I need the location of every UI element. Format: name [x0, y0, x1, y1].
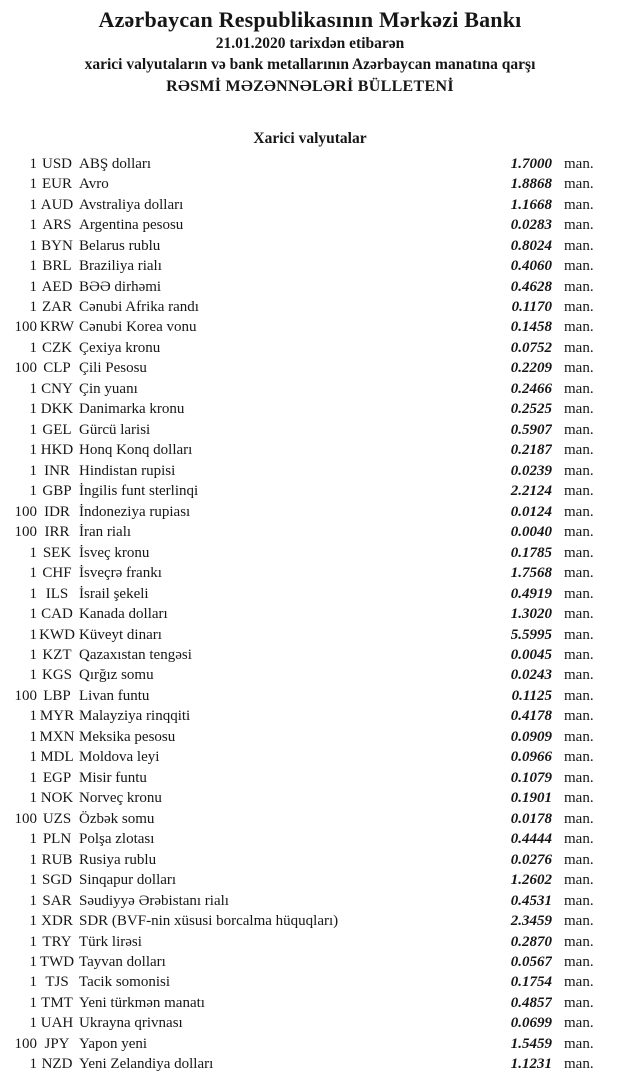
currency-name: Küveyt dinarı: [79, 626, 162, 643]
rate-row: [0, 256, 620, 276]
nominal-value: 1: [29, 299, 37, 316]
nominal-value: 100: [14, 319, 37, 336]
nominal-value: 1: [29, 258, 37, 275]
currency-name: Ukrayna qrivnası: [79, 1015, 183, 1032]
unit-label: man.: [564, 1035, 594, 1052]
unit-label: man.: [564, 892, 594, 909]
currency-name: BƏƏ dirhəmi: [79, 278, 162, 295]
unit-label: man.: [564, 217, 594, 234]
currency-code: BYN: [41, 237, 73, 254]
nominal-value: 1: [29, 339, 37, 356]
unit-label: man.: [564, 339, 594, 356]
unit-label: man.: [564, 299, 594, 316]
nominal-value: 100: [14, 360, 37, 377]
rate-row: [0, 461, 620, 481]
unit-label: man.: [564, 954, 594, 971]
rate-value: 0.0276: [510, 851, 552, 868]
currency-name: İsveç kronu: [79, 544, 150, 561]
currency-code: UAH: [40, 1015, 74, 1032]
currency-name: Polşa zlotası: [79, 831, 155, 848]
currency-name: Argentina pesosu: [79, 217, 184, 234]
unit-label: man.: [564, 401, 594, 418]
currency-code: NZD: [41, 1056, 73, 1073]
rate-value: 2.2124: [510, 483, 552, 500]
currency-code: KZT: [42, 646, 72, 663]
currency-code: TWD: [39, 954, 75, 971]
unit-label: man.: [564, 155, 594, 172]
currency-code: TRY: [42, 933, 72, 950]
rate-row: [0, 584, 620, 604]
rate-row: [0, 543, 620, 563]
currency-name: Misir funtu: [79, 769, 147, 786]
nominal-value: 100: [14, 810, 37, 827]
nominal-value: 100: [14, 524, 37, 541]
currency-code: SEK: [42, 544, 72, 561]
nominal-value: 1: [29, 565, 37, 582]
currency-code: CNY: [41, 380, 73, 397]
nominal-value: 100: [14, 503, 37, 520]
nominal-value: 1: [29, 831, 37, 848]
currency-name: Səudiyyə Ərəbistanı rialı: [79, 892, 229, 909]
nominal-value: 1: [29, 421, 37, 438]
currency-name: SDR (BVF-nin xüsusi borcalma hüquqları): [79, 913, 339, 930]
currency-code: CZK: [42, 339, 72, 356]
unit-label: man.: [564, 360, 594, 377]
unit-label: man.: [564, 258, 594, 275]
rate-value: 0.4857: [510, 994, 552, 1011]
currency-code: KWD: [39, 626, 75, 643]
rate-row: [0, 727, 620, 747]
currency-name: İsrail şekeli: [79, 585, 149, 602]
rate-value: 0.1754: [510, 974, 552, 991]
unit-label: man.: [564, 544, 594, 561]
nominal-value: 1: [29, 769, 37, 786]
nominal-value: 1: [29, 155, 37, 172]
rate-row: [0, 707, 620, 727]
currency-name: İsveçrə frankı: [79, 565, 162, 582]
currency-code: KGS: [41, 667, 72, 684]
nominal-value: 1: [29, 278, 37, 295]
rate-value: 0.1901: [510, 790, 552, 807]
unit-label: man.: [564, 278, 594, 295]
currency-name: Çexiya kronu: [79, 339, 161, 356]
unit-label: man.: [564, 728, 594, 745]
rate-value: 0.0045: [510, 646, 552, 663]
nominal-value: 1: [29, 462, 37, 479]
currency-name: Yeni Zelandiya dolları: [79, 1056, 214, 1073]
rate-row: [0, 1055, 620, 1073]
rate-value: 0.0966: [510, 749, 552, 766]
rate-value: 5.5995: [510, 626, 552, 643]
rate-value: 0.0909: [510, 728, 552, 745]
rate-row: [0, 768, 620, 788]
currency-code: MYR: [39, 708, 75, 725]
rate-row: [0, 911, 620, 931]
currency-name: Tacik somonisi: [79, 974, 171, 991]
nominal-value: 1: [29, 606, 37, 623]
currency-name: Cənubi Korea vonu: [79, 319, 197, 336]
unit-label: man.: [564, 176, 594, 193]
currency-code: EUR: [42, 176, 72, 193]
currency-code: AUD: [40, 196, 74, 213]
currency-name: Avro: [79, 176, 109, 193]
unit-label: man.: [564, 974, 594, 991]
rate-value: 0.2466: [510, 380, 552, 397]
nominal-value: 1: [29, 892, 37, 909]
currency-name: Yapon yeni: [79, 1035, 148, 1052]
currency-code: BRL: [42, 258, 72, 275]
rate-value: 0.0567: [510, 954, 552, 971]
bank-title: Azərbaycan Respublikasının Mərkəzi Bankı: [98, 7, 522, 32]
currency-code: JPY: [44, 1035, 70, 1052]
currency-name: Yeni türkmən manatı: [79, 994, 205, 1011]
currency-name: Braziliya rialı: [79, 258, 162, 275]
currency-code: MXN: [39, 728, 75, 745]
currency-name: Norveç kronu: [79, 790, 162, 807]
rate-row: [0, 318, 620, 338]
rate-row: [0, 502, 620, 522]
currency-name: Honq Konq dolları: [79, 442, 193, 459]
nominal-value: 1: [29, 1056, 37, 1073]
nominal-value: 1: [29, 933, 37, 950]
rate-row: [0, 277, 620, 297]
rate-value: 1.8868: [510, 176, 552, 193]
currency-name: ABŞ dolları: [79, 155, 152, 172]
rate-value: 0.4178: [510, 708, 552, 725]
rate-value: 0.1458: [510, 319, 552, 336]
rate-value: 0.4919: [510, 585, 552, 602]
unit-label: man.: [564, 606, 594, 623]
unit-label: man.: [564, 1056, 594, 1073]
currency-name: Moldova leyi: [79, 749, 160, 766]
rate-value: 0.8024: [510, 237, 552, 254]
rate-row: [0, 666, 620, 686]
unit-label: man.: [564, 421, 594, 438]
rate-row: [0, 809, 620, 829]
currency-code: XDR: [41, 913, 73, 930]
unit-label: man.: [564, 626, 594, 643]
unit-label: man.: [564, 196, 594, 213]
nominal-value: 100: [14, 1035, 37, 1052]
nominal-value: 1: [29, 974, 37, 991]
rate-value: 1.2602: [510, 872, 552, 889]
nominal-value: 1: [29, 790, 37, 807]
unit-label: man.: [564, 319, 594, 336]
rate-row: [0, 379, 620, 399]
currency-name: Cənubi Afrika randı: [79, 299, 199, 316]
rate-row: [0, 952, 620, 972]
unit-label: man.: [564, 565, 594, 582]
rate-row: [0, 297, 620, 317]
rate-row: [0, 748, 620, 768]
rate-row: [0, 1014, 620, 1034]
rate-value: 1.1668: [510, 196, 552, 213]
currency-name: Rusiya rublu: [79, 851, 157, 868]
currency-code: GBP: [42, 483, 72, 500]
currency-code: IRR: [44, 524, 70, 541]
rate-value: 0.0239: [510, 462, 552, 479]
unit-label: man.: [564, 872, 594, 889]
nominal-value: 1: [29, 442, 37, 459]
rate-value: 0.0699: [510, 1015, 552, 1032]
rate-value: 0.2209: [510, 360, 552, 377]
unit-label: man.: [564, 646, 594, 663]
rate-value: 1.7000: [510, 155, 552, 172]
currency-name: Tayvan dolları: [79, 954, 166, 971]
rate-row: [0, 645, 620, 665]
rate-value: 1.7568: [510, 565, 552, 582]
rate-row: [0, 522, 620, 542]
unit-label: man.: [564, 994, 594, 1011]
currency-name: Qazaxıstan tengəsi: [79, 646, 192, 663]
nominal-value: 1: [29, 237, 37, 254]
currency-name: Avstraliya dolları: [79, 196, 184, 213]
rate-row: [0, 420, 620, 440]
currency-code: CHF: [42, 565, 72, 582]
rate-row: [0, 338, 620, 358]
rate-row: [0, 441, 620, 461]
bulletin-header: [0, 6, 620, 98]
unit-label: man.: [564, 810, 594, 827]
rate-value: 0.2870: [510, 933, 552, 950]
currency-name: Malayziya rinqqiti: [79, 708, 191, 725]
currency-name: Kanada dolları: [79, 606, 168, 623]
currency-name: Sinqapur dolları: [79, 872, 177, 889]
rate-value: 0.1170: [511, 299, 552, 316]
rate-row: [0, 174, 620, 194]
rate-value: 2.3459: [510, 913, 552, 930]
effective-date-line: 21.01.2020 tarixdən etibarən: [215, 35, 405, 52]
nominal-value: 1: [29, 544, 37, 561]
rate-row: [0, 1034, 620, 1054]
rate-value: 1.3020: [510, 606, 552, 623]
unit-label: man.: [564, 851, 594, 868]
rate-row: [0, 604, 620, 624]
currency-name: Belarus rublu: [79, 237, 161, 254]
nominal-value: 1: [29, 994, 37, 1011]
rate-value: 0.1785: [510, 544, 552, 561]
currency-code: USD: [41, 155, 72, 172]
currency-code: GEL: [42, 421, 72, 438]
currency-code: RUB: [41, 851, 73, 868]
rate-row: [0, 400, 620, 420]
rate-row: [0, 993, 620, 1013]
rate-row: [0, 891, 620, 911]
nominal-value: 1: [29, 708, 37, 725]
unit-label: man.: [564, 790, 594, 807]
rate-row: [0, 195, 620, 215]
rate-row: [0, 563, 620, 583]
currency-code: HKD: [40, 442, 74, 459]
rates-table: [0, 154, 620, 1073]
rate-value: 0.1079: [510, 769, 552, 786]
nominal-value: 1: [29, 626, 37, 643]
nominal-value: 1: [29, 749, 37, 766]
nominal-value: 1: [29, 646, 37, 663]
rate-value: 0.0752: [510, 339, 552, 356]
currency-name: Meksika pesosu: [79, 728, 176, 745]
currency-code: ZAR: [42, 299, 72, 316]
rate-row: [0, 870, 620, 890]
rate-value: 0.0124: [510, 503, 552, 520]
currency-code: UZS: [42, 810, 72, 827]
rate-row: [0, 215, 620, 235]
nominal-value: 1: [29, 585, 37, 602]
rate-value: 0.2525: [510, 401, 552, 418]
nominal-value: 1: [29, 667, 37, 684]
unit-label: man.: [564, 687, 594, 704]
rate-row: [0, 829, 620, 849]
rate-value: 1.5459: [510, 1035, 552, 1052]
currency-code: CAD: [41, 606, 73, 623]
currency-name: Çin yuanı: [79, 380, 138, 397]
nominal-value: 1: [29, 913, 37, 930]
currency-code: ARS: [42, 217, 72, 234]
rate-value: 0.0040: [510, 524, 552, 541]
rate-row: [0, 154, 620, 174]
rate-row: [0, 236, 620, 256]
currency-name: Gürcü larisi: [79, 421, 151, 438]
subtitle-line: xarici valyutaların və bank metallarının Azərbaycan manatına qarşı: [84, 56, 536, 73]
nominal-value: 1: [29, 217, 37, 234]
unit-label: man.: [564, 503, 594, 520]
currency-name: Özbək somu: [79, 810, 155, 827]
currency-name: Çili Pesosu: [79, 360, 147, 377]
rate-row: [0, 850, 620, 870]
currency-code: ILS: [45, 585, 69, 602]
rate-value: 0.0243: [510, 667, 552, 684]
currency-code: NOK: [40, 790, 74, 807]
unit-label: man.: [564, 749, 594, 766]
unit-label: man.: [564, 462, 594, 479]
rate-value: 0.1125: [511, 687, 552, 704]
rate-row: [0, 359, 620, 379]
unit-label: man.: [564, 769, 594, 786]
currency-name: Qırğız somu: [79, 667, 154, 684]
nominal-value: 1: [29, 872, 37, 889]
currency-code: MDL: [40, 749, 74, 766]
currency-code: KRW: [39, 319, 75, 336]
rate-row: [0, 482, 620, 502]
unit-label: man.: [564, 933, 594, 950]
currency-name: Hindistan rupisi: [79, 462, 176, 479]
currency-code: PLN: [42, 831, 72, 848]
rate-value: 0.4060: [510, 258, 552, 275]
rate-row: [0, 789, 620, 809]
section-title-foreign-currencies: Xarici valyutalar: [253, 130, 367, 147]
unit-label: man.: [564, 524, 594, 541]
rate-value: 0.0283: [510, 217, 552, 234]
nominal-value: 1: [29, 176, 37, 193]
currency-code: INR: [44, 462, 70, 479]
currency-code: LBP: [43, 687, 71, 704]
currency-name: İran rialı: [79, 524, 132, 541]
rate-row: [0, 973, 620, 993]
nominal-value: 1: [29, 196, 37, 213]
unit-label: man.: [564, 831, 594, 848]
currency-code: TMT: [41, 994, 73, 1011]
rate-value: 0.2187: [510, 442, 552, 459]
rate-value: 0.4531: [510, 892, 552, 909]
unit-label: man.: [564, 380, 594, 397]
rate-row: [0, 932, 620, 952]
unit-label: man.: [564, 708, 594, 725]
currency-code: DKK: [40, 401, 74, 418]
unit-label: man.: [564, 667, 594, 684]
currency-name: İngilis funt sterlinqi: [79, 483, 199, 500]
nominal-value: 1: [29, 851, 37, 868]
unit-label: man.: [564, 913, 594, 930]
rate-value: 0.0178: [510, 810, 552, 827]
rate-row: [0, 625, 620, 645]
currency-name: Türk lirəsi: [79, 933, 142, 950]
currency-code: CLP: [43, 360, 71, 377]
rate-value: 0.5907: [510, 421, 552, 438]
nominal-value: 100: [14, 687, 37, 704]
rate-value: 0.4628: [510, 278, 552, 295]
unit-label: man.: [564, 483, 594, 500]
currency-code: SGD: [41, 872, 72, 889]
unit-label: man.: [564, 585, 594, 602]
currency-name: Livan funtu: [79, 687, 150, 704]
currency-name: Danimarka kronu: [79, 401, 185, 418]
unit-label: man.: [564, 442, 594, 459]
rate-value: 1.1231: [510, 1056, 552, 1073]
currency-code: IDR: [44, 503, 70, 520]
nominal-value: 1: [29, 401, 37, 418]
rate-row: [0, 686, 620, 706]
currency-code: SAR: [42, 892, 72, 909]
currency-code: EGP: [42, 769, 72, 786]
nominal-value: 1: [29, 483, 37, 500]
nominal-value: 1: [29, 380, 37, 397]
bulletin-title: RƏSMİ MƏZƏNNƏLƏRİ BÜLLETENİ: [166, 78, 454, 95]
unit-label: man.: [564, 1015, 594, 1032]
currency-code: TJS: [45, 974, 69, 991]
currency-code: AED: [41, 278, 73, 295]
unit-label: man.: [564, 237, 594, 254]
nominal-value: 1: [29, 954, 37, 971]
currency-name: İndoneziya rupiası: [79, 503, 191, 520]
nominal-value: 1: [29, 728, 37, 745]
rate-value: 0.4444: [510, 831, 552, 848]
nominal-value: 1: [29, 1015, 37, 1032]
